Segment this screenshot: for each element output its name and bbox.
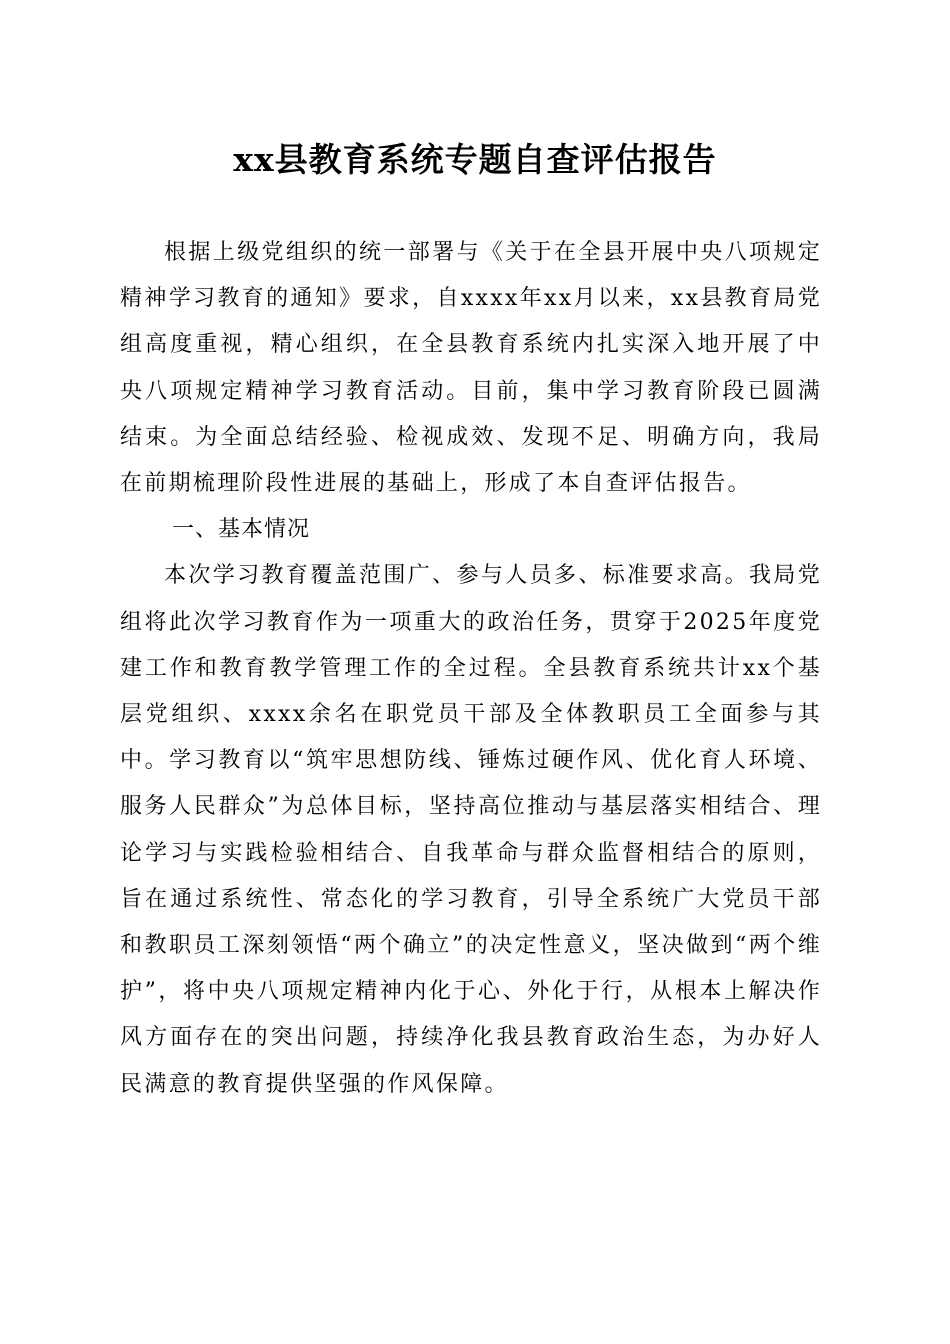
document-body bbox=[120, 230, 822, 1108]
intro-paragraph: 根据上级党组织的统一部署与《关于在全县开展中央八项规定精神学习教育的通知》要求，自xxxx年xx月以来，xx县教育局党组高度重视，精心组织，在全县教育系统内扎实深入地开展了中央八项规定精神学习教育活动。目前，集中学习教育阶段已圆满结束。为全面总结经验、检视成效、发现不足、明确方向，我局在前期梳理阶段性进展的基础上，形成了本自查评估报告。 bbox=[120, 240, 822, 497]
document-title: xx县教育系统专题自查评估报告 bbox=[233, 140, 717, 179]
section-1-paragraph: 本次学习教育覆盖范围广、参与人员多、标准要求高。我局党组将此次学习教育作为一项重大的政治任务，贯穿于2025年度党建工作和教育教学管理工作的全过程。全县教育系统共计xx个基层党组织、xxxx余名在职党员干部及全体教职员工全面参与其中。学习教育以“筑牢思想防线、锤炼过硬作风、优化育人环境、服务人民群众”为总体目标，坚持高位推动与基层落实相结合、理论学习与实践检验相结合、自我革命与群众监督相结合的原则，旨在通过系统性、常态化的学习教育，引导全系统广大党员干部和教职员工深刻领悟“两个确立”的决定性意义，坚决做到“两个维护”，将中央八项规定精神内化于心、外化于行，从根本上解决作风方面存在的突出问题，持续净化我县教育政治生态，为办好人民满意的教育提供坚强的作风保障。 bbox=[120, 563, 822, 1097]
section-heading-basic-situation: 一、基本情况 bbox=[172, 517, 311, 543]
